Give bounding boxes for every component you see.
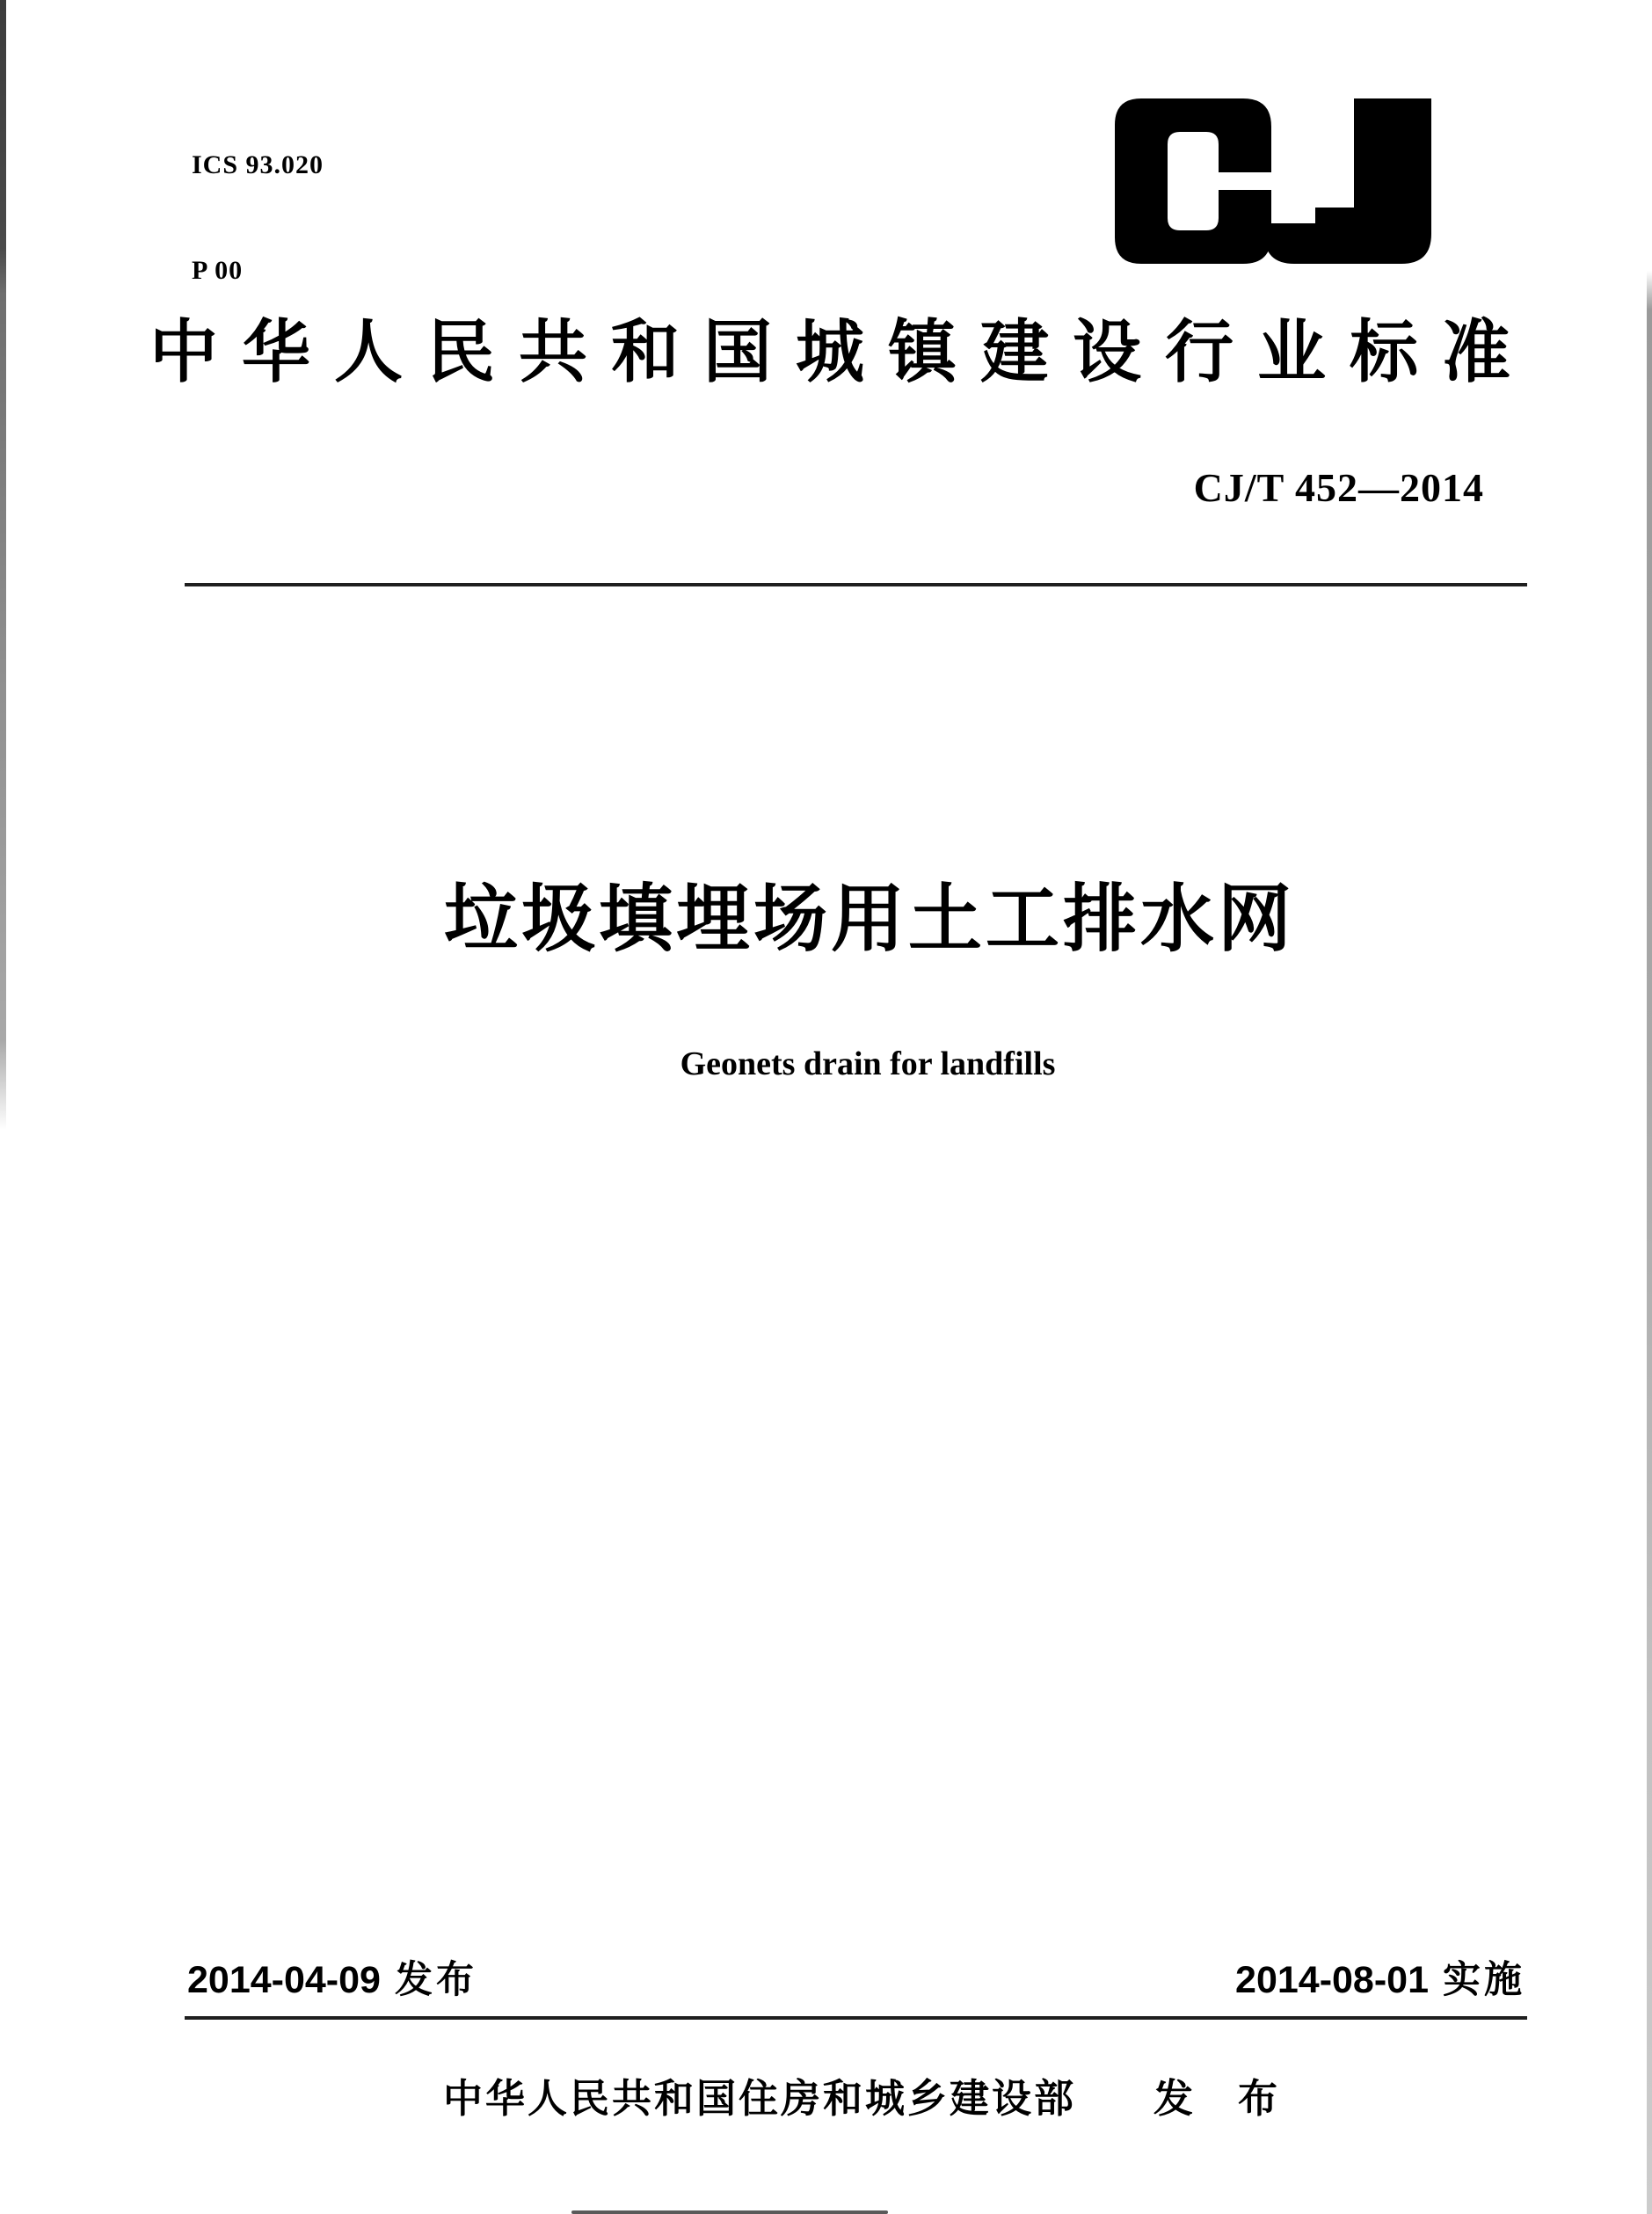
issue-date-group	[187, 1950, 477, 2004]
doc-class-code: P 00	[192, 256, 244, 285]
cj-logo-graphic	[1115, 97, 1431, 266]
ics-code: ICS 93.020	[192, 150, 324, 179]
implementation-date: 2014-08-01	[1235, 1959, 1429, 2001]
divider-bottom	[185, 2016, 1527, 2020]
cj-logo	[1115, 97, 1431, 266]
document-title-zh: 垃圾填埋场用土工排水网	[444, 878, 1296, 960]
standard-number: CJ/T 452—2014	[1193, 465, 1484, 510]
standard-series-title: 中华人民共和国城镇建设行业标准	[149, 313, 1535, 390]
implementation-date-group	[1235, 1950, 1525, 2004]
scan-edge-right	[1647, 271, 1652, 2214]
scan-edge-bottom	[571, 2210, 888, 2214]
issue-date: 2014-04-09	[187, 1959, 381, 2001]
publisher-line	[404, 2066, 1319, 2123]
publisher-release-label: 发 布	[1153, 2076, 1281, 2121]
scan-edge-left	[0, 0, 6, 1130]
divider-top	[185, 583, 1527, 586]
issue-date-label: 发布	[394, 1959, 477, 2001]
publisher-name: 中华人民共和国住房和城乡建设部	[442, 2076, 1076, 2121]
implementation-date-label: 实施	[1443, 1959, 1525, 2001]
dates-row	[187, 1950, 1525, 2004]
document-title-en: Geonets drain for landfills	[680, 1045, 1056, 1082]
